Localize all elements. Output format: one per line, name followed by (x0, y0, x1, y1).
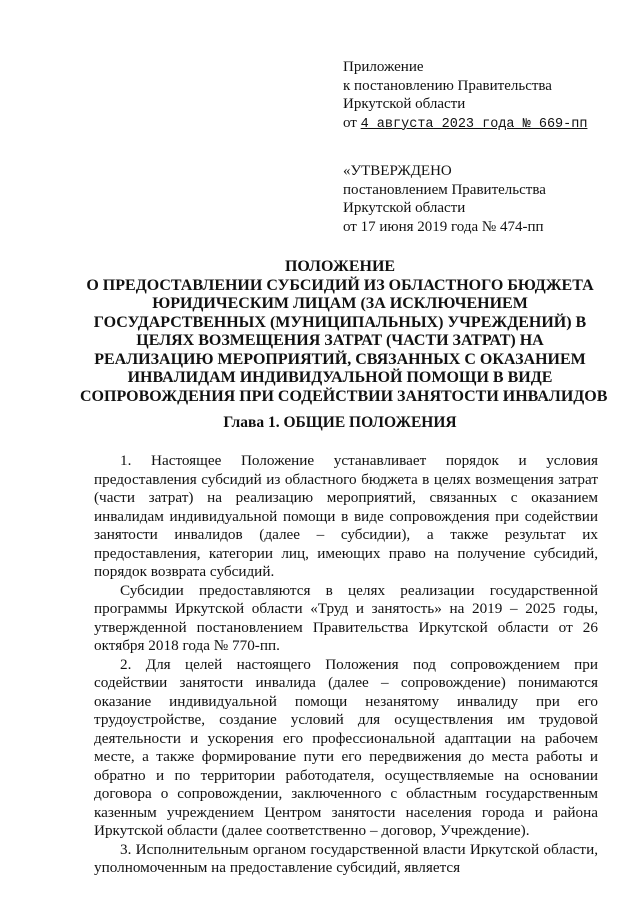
paragraph: 3. Исполнительным органом государственной власти Иркутской области, уполномоченным на предоставление субсидий, является (94, 840, 598, 876)
appendix-date-value: 4 августа 2023 года № 669-пп (360, 116, 588, 132)
appendix-ref-line: к постановлению Правительства (343, 77, 552, 94)
appendix-date-prefix: от (343, 114, 357, 131)
appendix-title: Приложение (343, 59, 424, 75)
approved-by-line: постановлением Правительства (343, 181, 546, 198)
approved-block (343, 162, 546, 236)
title-line: РЕАЛИЗАЦИЮ МЕРОПРИЯТИЙ, СВЯЗАННЫХ С ОКАЗАНИЕМ (94, 350, 586, 368)
appendix-region-line: Иркутской области (343, 96, 466, 112)
title-line: ИНВАЛИДАМ ИНДИВИДУАЛЬНОЙ ПОМОЩИ В ВИДЕ (127, 369, 553, 386)
paragraph: 1. Настоящее Положение устанавливает порядок и условия предоставления субсидий из областного бюджета в целях возмещения затрат (части затрат) на реализацию мероприятий, связанных с оказанием инвалидам индивидуальной помощи в виде сопровождения при содействии занятости инвалидов (далее – субсидии), а также результат их предоставления, категории лиц, имеющих право на получение субсидий, порядок возврата субсидий. (94, 452, 598, 580)
paragraph: 2. Для целей настоящего Положения под сопровождением при содействии занятости инвалида (далее – сопровождение) понимаются оказание индивидуальной помощи незанятому инвалиду при его трудоустройстве, создание условий для осуществления им трудовой деятельности и ускорения его профессиональной адаптации на рабочем месте, а также формирование пути его передвижения до места работы и обратно и по территории работодателя, осуществляемые на основании договора о сопровождении, заключенного с областным государственным казенным учреждением Центром занятости населения города и района Иркутской области (далее соответственно – договор, Учреждение). (94, 655, 598, 839)
approved-region-line: Иркутской области (343, 200, 466, 216)
title-line: ПОЛОЖЕНИЕ (284, 258, 396, 275)
title-line: ЮРИДИЧЕСКИМ ЛИЦАМ (ЗА ИСКЛЮЧЕНИЕМ (152, 295, 528, 312)
title-line: ЦЕЛЯХ ВОЗМЕЩЕНИЯ ЗАТРАТ (ЧАСТИ ЗАТРАТ) НА (136, 332, 544, 349)
appendix-date-line (343, 114, 587, 135)
chapter-heading: Глава 1. ОБЩИЕ ПОЛОЖЕНИЯ (223, 414, 457, 431)
appendix-header (343, 58, 587, 134)
document-body (94, 452, 598, 878)
approved-title: «УТВЕРЖДЕНО (343, 163, 452, 179)
paragraph: Субсидии предоставляются в целях реализации государственной программы Иркутской области «Труд и занятость» на 2019 – 2025 годы, утвержденной постановлением Правительства Иркутской области от 26 октября 2018 года № 770-пп. (94, 581, 598, 654)
title-line: ГОСУДАРСТВЕННЫХ (МУНИЦИПАЛЬНЫХ) УЧРЕЖДЕНИЙ) В (93, 313, 587, 331)
document-title (80, 258, 608, 406)
title-line: СОПРОВОЖДЕНИЯ ПРИ СОДЕЙСТВИИ ЗАНЯТОСТИ ИНВАЛИДОВ (80, 387, 608, 405)
title-line: О ПРЕДОСТАВЛЕНИИ СУБСИДИЙ ИЗ ОБЛАСТНОГО БЮДЖЕТА (86, 276, 594, 294)
approved-date-line: от 17 июня 2019 года № 474-пп (343, 218, 544, 235)
